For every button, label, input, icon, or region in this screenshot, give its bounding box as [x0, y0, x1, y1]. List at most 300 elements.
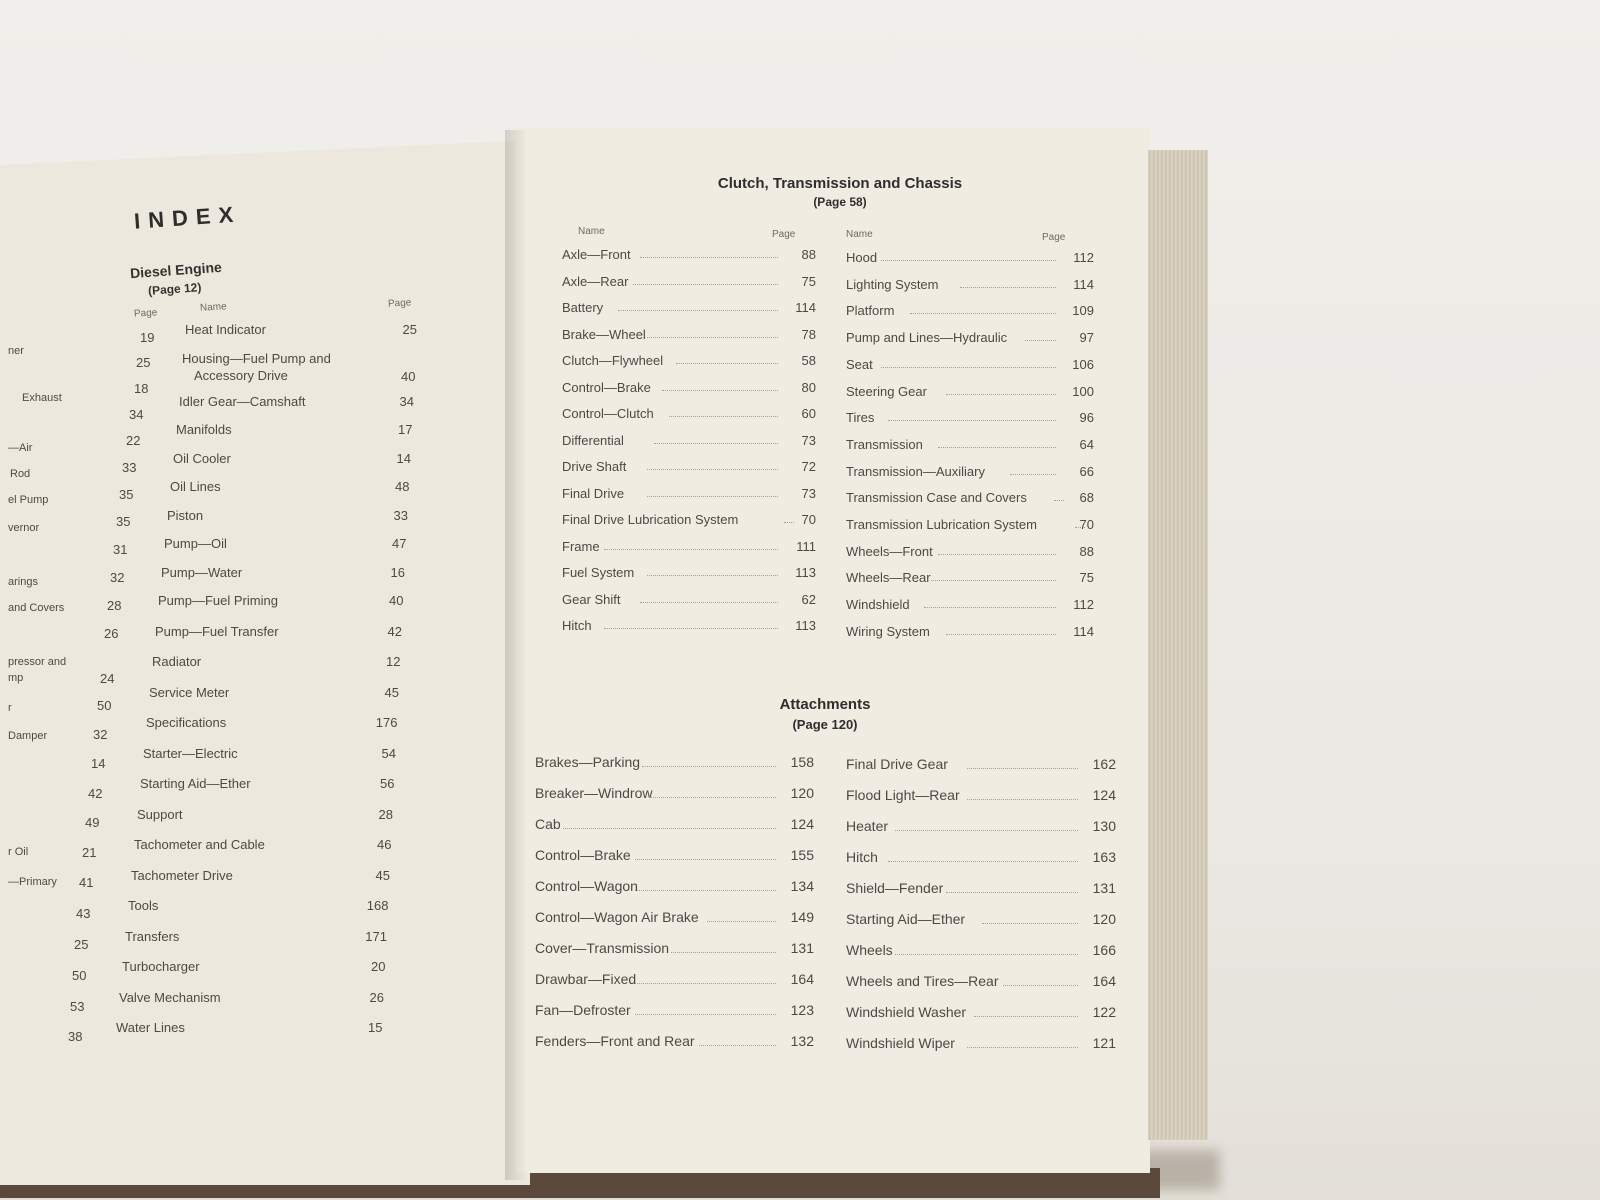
index-item-name: Fuel System: [562, 565, 635, 580]
index-item-page: 88: [1079, 543, 1094, 559]
clutch-header-page-1: Page: [772, 229, 796, 240]
diesel-item-page: 56: [380, 776, 395, 791]
left-page-number: 31: [113, 542, 128, 557]
left-page-number: 50: [72, 968, 87, 983]
index-item-page: 73: [801, 432, 816, 448]
index-item-name: Breaker—Windrow: [535, 785, 653, 801]
index-item-page: 78: [801, 326, 816, 342]
diesel-item-page: 45: [384, 684, 399, 700]
leader-dots: [895, 830, 1078, 831]
clutch-index-row: [846, 250, 1102, 268]
index-item-name: Starting Aid—Ether: [846, 911, 966, 927]
index-item-name: Final Drive Gear: [846, 756, 948, 772]
diesel-item-page: 28: [378, 806, 393, 822]
index-item-page: 114: [795, 300, 816, 315]
leader-dots: [938, 447, 1056, 448]
index-item-page: 66: [1079, 463, 1094, 479]
diesel-item-name: Transfers: [125, 928, 180, 944]
index-item-page: 158: [790, 754, 814, 770]
index-item-name: Control—Wagon: [535, 878, 638, 894]
index-item-name: Tires: [846, 410, 875, 426]
diesel-item-page: 15: [368, 1020, 383, 1035]
diesel-item-name: Starting Aid—Ether: [140, 776, 251, 791]
index-item-page: 112: [1073, 250, 1094, 265]
diesel-item-page: 33: [393, 507, 408, 523]
index-item-page: 111: [796, 538, 816, 554]
left-fragment-text: r Oil: [8, 846, 29, 858]
leader-dots: [938, 554, 1056, 555]
clutch-index-row: [562, 618, 824, 636]
index-item-name: Hitch: [562, 618, 592, 633]
index-item-page: 70: [1079, 517, 1094, 532]
clutch-index-row: [846, 624, 1102, 642]
clutch-index-row: [846, 517, 1102, 535]
index-item-page: 113: [795, 565, 816, 580]
clutch-index-row: [846, 410, 1102, 428]
clutch-index-row: [562, 406, 824, 424]
index-item-page: 164: [790, 971, 814, 987]
index-item-name: Drive Shaft: [562, 459, 627, 474]
clutch-index-row: [562, 247, 824, 265]
diesel-item-page: 42: [387, 623, 402, 639]
left-page-number: 24: [100, 671, 115, 686]
left-page-number: 25: [136, 355, 151, 370]
index-item-name: Wheels—Front: [846, 543, 933, 559]
left-fragment-text: Rod: [10, 468, 31, 480]
diesel-item-page: 14: [396, 450, 411, 466]
index-item-page: 162: [1092, 756, 1116, 772]
index-item-name: Differential: [562, 432, 624, 448]
index-item-page: 134: [790, 878, 814, 894]
left-fragment-text: Damper: [8, 730, 48, 742]
diesel-item-page: 26: [369, 989, 384, 1005]
leader-dots: [888, 861, 1078, 862]
leader-dots: [946, 892, 1078, 893]
left-page-number: 32: [110, 570, 125, 585]
diesel-item-page: 34: [399, 393, 414, 409]
index-item-page: 73: [801, 485, 816, 501]
index-item-name: Final Drive: [562, 485, 625, 501]
clutch-index-row: [562, 592, 824, 610]
index-item-page: 132: [790, 1033, 814, 1049]
index-item-name: Drawbar—Fixed: [535, 971, 637, 987]
left-page-number: 22: [126, 433, 141, 448]
clutch-section-page: (Page 58): [813, 195, 867, 209]
leader-dots: [635, 890, 776, 891]
leader-dots: [960, 287, 1056, 288]
index-item-name: Control—Wagon Air Brake: [535, 909, 699, 925]
clutch-index-row: [846, 464, 1102, 482]
left-page-number: 42: [88, 786, 103, 801]
index-item-name: Transmission Lubrication System: [846, 517, 1037, 532]
index-item-page: 60: [801, 406, 816, 421]
diesel-item-name: Pump—Oil: [164, 536, 227, 551]
leader-dots: [563, 828, 776, 829]
clutch-index-row: [846, 357, 1102, 375]
index-item-page: 163: [1092, 849, 1116, 865]
leader-dots: [1010, 474, 1056, 475]
leader-dots: [671, 952, 776, 953]
diesel-item-page: 171: [365, 928, 387, 944]
index-item-page: 109: [1072, 303, 1094, 319]
left-fragment-text: and Covers: [8, 602, 65, 614]
attachments-section-title: Attachments: [779, 696, 871, 713]
index-item-name: Hood: [846, 250, 878, 265]
diesel-item-name: Oil Lines: [170, 479, 221, 494]
attachment-index-row: [535, 816, 822, 836]
index-item-name: Platform: [846, 303, 895, 319]
diesel-item-name: Specifications: [146, 715, 227, 730]
left-fragment-text: —Air: [8, 442, 33, 454]
leader-dots: [640, 257, 778, 258]
clutch-index-row: [562, 539, 824, 557]
index-item-page: 96: [1079, 410, 1094, 426]
attachment-index-row: [846, 1004, 1124, 1024]
clutch-header-name-2: Name: [846, 229, 873, 240]
page-stack-edge: [1148, 150, 1208, 1140]
clutch-index-row: [846, 384, 1102, 402]
clutch-header-name-1: Name: [578, 226, 605, 237]
index-item-name: Transmission Case and Covers: [846, 490, 1027, 506]
clutch-index-row: [562, 433, 824, 451]
diesel-item-page: 16: [390, 564, 405, 580]
index-item-name: Cover—Transmission: [535, 940, 670, 956]
diesel-item-name: Oil Cooler: [173, 450, 231, 466]
diesel-item-page: 17: [398, 422, 413, 437]
index-item-page: 106: [1072, 356, 1094, 372]
attachment-index-row: [535, 909, 822, 929]
leader-dots: [649, 797, 776, 798]
attachment-index-row: [535, 971, 822, 991]
attachment-index-row: [535, 878, 822, 898]
diesel-item-name: Water Lines: [116, 1020, 185, 1035]
left-page-number: 33: [122, 460, 137, 475]
index-item-name: Heater: [846, 818, 889, 834]
diesel-item-page: 40: [389, 593, 404, 608]
index-item-page: 112: [1073, 597, 1094, 613]
clutch-index-row: [846, 597, 1102, 615]
index-item-name: Steering Gear: [846, 383, 927, 399]
leader-dots: [974, 1016, 1078, 1017]
index-item-page: 131: [790, 940, 814, 956]
leader-dots: [881, 367, 1056, 368]
leader-dots: [604, 549, 778, 550]
index-item-page: 123: [790, 1002, 814, 1018]
leader-dots: [982, 923, 1078, 924]
index-item-name: Final Drive Lubrication System: [562, 512, 739, 527]
clutch-index-row: [846, 303, 1102, 321]
left-fragment-text: —Primary: [8, 876, 57, 888]
left-fragment-text: el Pump: [8, 494, 49, 506]
index-item-name: Fan—Defroster: [535, 1002, 631, 1018]
diesel-item-name: Piston: [167, 507, 204, 523]
index-item-name: Control—Clutch: [562, 406, 654, 421]
index-item-page: 75: [1079, 570, 1094, 586]
diesel-item-page: 12: [386, 654, 401, 669]
clutch-index-row: [562, 380, 824, 398]
index-item-page: 113: [795, 618, 816, 633]
leader-dots: [635, 983, 776, 984]
left-fragment-text: Exhaust: [22, 392, 62, 404]
diesel-header-page-left: Page: [133, 307, 158, 320]
diesel-item-name: Support: [137, 806, 183, 822]
left-fragment-text: ner: [8, 345, 24, 357]
index-item-name: Wiring System: [846, 623, 930, 639]
index-item-name: Flood Light—Rear: [846, 787, 960, 803]
clutch-index-row: [562, 565, 824, 583]
clutch-index-row: [846, 437, 1102, 455]
left-page-number: 35: [116, 514, 131, 529]
diesel-item-name: Tools: [128, 898, 159, 913]
index-item-name: Gear Shift: [562, 591, 621, 607]
clutch-index-row: [846, 330, 1102, 348]
leader-dots: [676, 363, 778, 364]
left-page-number: 43: [76, 906, 91, 921]
diesel-item-name: Manifolds: [176, 422, 232, 437]
index-item-page: 120: [1092, 911, 1116, 927]
index-item-page: 62: [801, 591, 816, 607]
index-item-page: 72: [801, 459, 816, 474]
diesel-item-page: 45: [375, 867, 390, 883]
diesel-item-name: Starter—Electric: [143, 745, 238, 761]
left-fragment-text: arings: [8, 576, 38, 588]
left-page-number: 50: [97, 698, 112, 713]
diesel-item-name: Tachometer Drive: [131, 867, 233, 883]
index-item-page: 166: [1092, 942, 1116, 958]
diesel-item-page: 47: [392, 536, 407, 551]
attachment-index-row: [846, 818, 1124, 838]
diesel-item-name: Pump—Water: [161, 564, 243, 580]
leader-dots: [895, 954, 1078, 955]
leader-dots: [946, 394, 1056, 395]
leader-dots: [924, 607, 1056, 608]
diesel-section-page: (Page 12): [147, 280, 202, 298]
leader-dots: [967, 768, 1078, 769]
attachment-index-row: [535, 785, 822, 805]
attachment-index-row: [846, 787, 1124, 807]
diesel-item-page: 20: [371, 959, 386, 974]
attachment-index-row: [846, 756, 1124, 776]
index-item-page: 124: [790, 816, 814, 832]
left-page-number: 53: [70, 999, 85, 1014]
index-item-page: 164: [1092, 973, 1116, 989]
left-page-number: 34: [129, 407, 144, 422]
index-title: INDEX: [133, 201, 242, 234]
clutch-index-row: [562, 274, 824, 292]
book-gutter: [505, 130, 527, 1180]
index-item-page: 155: [790, 847, 814, 863]
diesel-item-name: Tachometer and Cable: [134, 837, 265, 852]
left-page-number: 18: [134, 381, 149, 396]
index-item-name: Shield—Fender: [846, 880, 944, 896]
diesel-item-name: Valve Mechanism: [119, 989, 221, 1005]
index-item-page: 64: [1079, 436, 1094, 452]
diesel-item-name: Service Meter: [149, 684, 230, 700]
leader-dots: [669, 416, 778, 417]
index-item-name: Frame: [562, 538, 600, 554]
attachments-section-page: (Page 120): [792, 717, 858, 732]
clutch-index-row: [562, 459, 824, 477]
attachment-index-row: [846, 942, 1124, 962]
left-page-number: 25: [74, 937, 89, 952]
index-item-page: 97: [1079, 330, 1094, 346]
attachment-index-row: [846, 849, 1124, 869]
index-item-name: Brake—Wheel: [562, 326, 646, 342]
clutch-index-row: [846, 570, 1102, 588]
clutch-index-row: [846, 544, 1102, 562]
index-item-page: 75: [801, 273, 816, 289]
index-item-name: Control—Brake: [562, 379, 651, 395]
index-item-page: 130: [1092, 818, 1116, 834]
diesel-item-page: 168: [366, 898, 389, 913]
diesel-item-name: Housing—Fuel Pump and: [182, 350, 331, 366]
diesel-item-name: Idler Gear—Camshaft: [179, 393, 306, 409]
left-page-number: 41: [79, 875, 94, 890]
clutch-index-row: [562, 512, 824, 530]
clutch-index-row: [562, 300, 824, 318]
leader-dots: [633, 284, 778, 285]
index-item-name: Seat: [846, 356, 873, 372]
attachment-index-row: [846, 1035, 1124, 1055]
index-item-name: Clutch—Flywheel: [562, 353, 664, 368]
leader-dots: [654, 443, 778, 444]
left-fragment-text: mp: [8, 672, 24, 684]
left-page-number: 38: [68, 1029, 83, 1044]
attachment-index-row: [535, 940, 822, 960]
clutch-index-row: [846, 277, 1102, 295]
index-item-page: 114: [1073, 276, 1094, 292]
leader-dots: [635, 859, 776, 860]
leader-dots: [635, 1014, 776, 1015]
index-item-page: 68: [1079, 490, 1094, 506]
left-page-number: 28: [107, 598, 122, 613]
index-item-page: 70: [801, 512, 816, 527]
index-item-name: Hitch: [846, 849, 878, 865]
left-page-number: 49: [85, 815, 100, 830]
index-item-name: Axle—Rear: [562, 273, 629, 289]
leader-dots: [1025, 340, 1056, 341]
index-item-page: 58: [801, 353, 816, 368]
index-item-page: 122: [1092, 1004, 1116, 1020]
diesel-item-name: Turbocharger: [122, 959, 200, 974]
clutch-index-row: [562, 486, 824, 504]
diesel-header-name: Name: [199, 301, 227, 314]
left-page-number: 35: [119, 487, 134, 502]
left-page-number: 32: [93, 727, 108, 742]
diesel-item-name-cont: Accessory Drive: [194, 367, 288, 383]
left-fragment-text: vernor: [8, 522, 40, 534]
diesel-section-title: Diesel Engine: [129, 258, 223, 282]
leader-dots: [618, 310, 778, 311]
index-item-page: 121: [1092, 1035, 1116, 1051]
diesel-item-name: Radiator: [152, 654, 202, 669]
leader-dots: [647, 337, 778, 338]
index-item-name: Axle—Front: [562, 247, 631, 262]
attachment-index-row: [535, 1002, 822, 1022]
index-item-page: 149: [790, 909, 814, 925]
left-page-number: 26: [104, 626, 119, 641]
diesel-item-name: Pump—Fuel Priming: [158, 593, 278, 608]
index-item-name: Transmission: [846, 436, 923, 452]
index-item-name: Windshield: [846, 597, 910, 613]
index-item-name: Pump and Lines—Hydraulic: [846, 330, 1008, 346]
leader-dots: [881, 260, 1056, 261]
left-fragment-text: r: [8, 702, 12, 714]
leader-dots: [662, 390, 778, 391]
index-item-name: Brakes—Parking: [535, 754, 641, 770]
attachment-index-row: [535, 754, 822, 774]
leader-dots: [946, 634, 1056, 635]
leader-dots: [699, 1045, 776, 1046]
index-item-name: Control—Brake: [535, 847, 631, 863]
attachment-index-row: [846, 973, 1124, 993]
leader-dots: [910, 313, 1056, 314]
index-item-page: 114: [1073, 623, 1094, 639]
attachment-index-row: [846, 880, 1124, 900]
leader-dots: [604, 628, 778, 629]
left-page-number: 19: [140, 330, 155, 345]
leader-dots: [647, 469, 778, 470]
attachment-index-row: [846, 911, 1124, 931]
index-item-name: Wheels and Tires—Rear: [846, 973, 999, 989]
diesel-item-page: 54: [381, 745, 396, 761]
left-page-number: 21: [82, 845, 97, 860]
leader-dots: [967, 799, 1078, 800]
clutch-index-row: [562, 353, 824, 371]
index-item-page: 100: [1072, 383, 1094, 399]
clutch-section-title: Clutch, Transmission and Chassis: [717, 175, 963, 192]
attachment-index-row: [535, 847, 822, 867]
leader-dots: [967, 1047, 1078, 1048]
diesel-item-name: Heat Indicator: [185, 322, 266, 337]
attachment-index-row: [535, 1033, 822, 1053]
index-item-name: Battery: [562, 300, 604, 315]
clutch-index-row: [846, 490, 1102, 508]
leader-dots: [888, 420, 1056, 421]
index-item-page: 80: [801, 379, 816, 395]
index-item-page: 88: [801, 247, 816, 262]
index-item-name: Windshield Washer: [846, 1004, 967, 1020]
clutch-index-row: [562, 327, 824, 345]
index-item-name: Windshield Wiper: [846, 1035, 955, 1051]
index-item-name: Wheels: [846, 942, 893, 958]
index-item-page: 131: [1092, 880, 1116, 896]
diesel-header-page-right: Page: [387, 297, 412, 310]
diesel-item-page: 25: [402, 322, 417, 337]
index-item-name: Cab: [535, 816, 561, 832]
leader-dots: [640, 602, 778, 603]
index-item-name: Fenders—Front and Rear: [535, 1033, 695, 1049]
leader-dots: [647, 575, 778, 576]
index-item-page: 124: [1092, 787, 1116, 803]
clutch-header-page-2: Page: [1042, 232, 1066, 243]
diesel-item-page: 46: [377, 837, 392, 852]
index-item-page: 120: [790, 785, 814, 801]
diesel-item-page: 176: [375, 715, 398, 730]
leader-dots: [931, 580, 1056, 581]
index-item-name: Wheels—Rear: [846, 570, 931, 586]
index-item-name: Lighting System: [846, 276, 939, 292]
left-fragment-text: pressor and: [8, 656, 67, 668]
leader-dots: [647, 496, 778, 497]
leader-dots: [642, 766, 776, 767]
leader-dots: [707, 921, 776, 922]
left-page-number: 14: [91, 756, 106, 771]
diesel-item-page: 48: [395, 479, 410, 494]
diesel-item-page: 40: [401, 368, 416, 384]
index-item-name: Transmission—Auxiliary: [846, 463, 985, 479]
leader-dots: [1003, 985, 1078, 986]
